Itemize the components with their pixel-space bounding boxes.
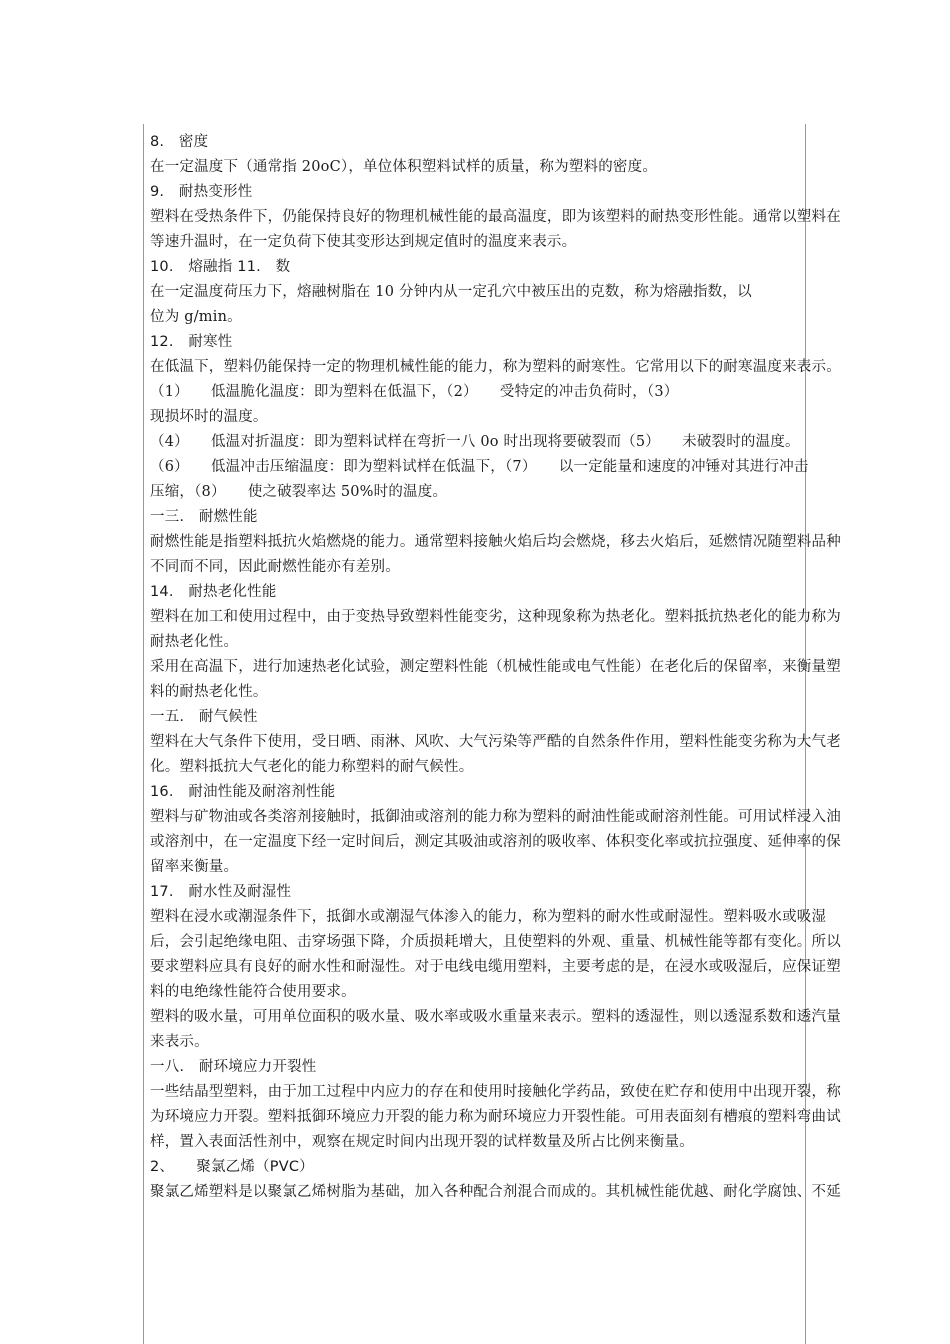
document-body xyxy=(150,130,942,1205)
section-heading: 一五. 耐气候性 xyxy=(150,709,258,725)
paragraph-line: 位为 g/min。 xyxy=(150,309,242,325)
section-heading: 16. 耐油性能及耐溶剂性能 xyxy=(150,784,336,800)
paragraph-line: 留率来衡量。 xyxy=(150,859,239,875)
section-heading: 一八. 耐环境应力开裂性 xyxy=(150,1059,317,1075)
paragraph-line: 为环境应力开裂。塑料抵御环境应力开裂的能力称为耐环境应力开裂性能。可用表面刻有槽痕的塑料弯曲试 xyxy=(150,1109,841,1125)
paragraph-line: 要求塑料应具有良好的耐水性和耐湿性。对于电线电缆用塑料，主要考虑的是，在浸水或吸湿后，应保证塑 xyxy=(150,959,841,975)
paragraph-line: 耐燃性能是指塑料抵抗火焰燃烧的能力。通常塑料接触火焰后均会燃烧，移去火焰后，延燃情况随塑料品种 xyxy=(150,534,841,550)
paragraph-line: 塑料在浸水或潮湿条件下，抵御水或潮湿气体渗入的能力，称为塑料的耐水性或耐湿性。塑料吸水或吸湿 xyxy=(150,909,827,925)
paragraph-line: （1） 低温脆化温度：即为塑料在低温下，（2） 受特定的冲击负荷时，（3） xyxy=(150,384,679,400)
paragraph-line: 后，会引起绝缘电阻、击穿场强下降，介质损耗增大，且使塑料的外观、重量、机械性能等都有变化。所以 xyxy=(150,934,841,950)
table-border-left xyxy=(143,124,144,1344)
paragraph-line: 在低温下，塑料仍能保持一定的物理机械性能的能力，称为塑料的耐寒性。它常用以下的耐寒温度来表示。 xyxy=(150,359,841,375)
paragraph-line: 塑料与矿物油或各类溶剂接触时，抵御油或溶剂的能力称为塑料的耐油性能或耐溶剂性能。可用试样浸入油 xyxy=(150,809,841,825)
paragraph-line: 塑料的吸水量，可用单位面积的吸水量、吸水率或吸水重量来表示。塑料的透湿性，则以透湿系数和透汽量 xyxy=(150,1009,841,1025)
paragraph-line: 耐热老化性。 xyxy=(150,634,239,650)
paragraph-line: 化。塑料抵抗大气老化的能力称塑料的耐气候性。 xyxy=(150,759,474,775)
section-heading: 一三. 耐燃性能 xyxy=(150,509,258,525)
section-heading: 2、 聚氯乙烯（PVC） xyxy=(150,1159,314,1175)
section-heading: 9. 耐热变形性 xyxy=(150,184,253,200)
paragraph-line: 在一定温度荷压力下，熔融树脂在 10 分钟内从一定孔穴中被压出的克数，称为熔融指数，以 xyxy=(150,284,752,300)
paragraph-line: 聚氯乙烯塑料是以聚氯乙烯树脂为基础，加入各种配合剂混合而成的。其机械性能优越、耐化学腐蚀、不延 xyxy=(150,1184,841,1200)
section-heading: 17. 耐水性及耐湿性 xyxy=(150,884,292,900)
paragraph-line: （4） 低温对折温度：即为塑料试样在弯折一八 0o 时出现将要破裂而（5） 未破裂时的温度。 xyxy=(150,434,800,450)
paragraph-line: 采用在高温下，进行加速热老化试验，测定塑料性能（机械性能或电气性能）在老化后的保留率，来衡量塑 xyxy=(150,659,841,675)
paragraph-line: 塑料在加工和使用过程中，由于变热导致塑料性能变劣，这种现象称为热老化。塑料抵抗热老化的能力称为 xyxy=(150,609,841,625)
section-heading: 14. 耐热老化性能 xyxy=(150,584,277,600)
paragraph-line: 料的电绝缘性能符合使用要求。 xyxy=(150,984,356,1000)
paragraph-line: 或溶剂中，在一定温度下经一定时间后，测定其吸油或溶剂的吸收率、体积变化率或抗拉强度、延伸率的保 xyxy=(150,834,841,850)
paragraph-line: 样，置入表面活性剂中，观察在规定时间内出现开裂的试样数量及所占比例来衡量。 xyxy=(150,1134,694,1150)
paragraph-line: 在一定温度下（通常指 20oC），单位体积塑料试样的质量，称为塑料的密度。 xyxy=(150,159,658,175)
paragraph-line: 塑料在受热条件下，仍能保持良好的物理机械性能的最高温度，即为该塑料的耐热变形性能。通常以塑料在 xyxy=(150,209,841,225)
section-heading: 8. 密度 xyxy=(150,134,209,150)
paragraph-line: 料的耐热老化性。 xyxy=(150,684,268,700)
paragraph-line: 塑料在大气条件下使用，受日晒、雨淋、风吹、大气污染等严酷的自然条件作用，塑料性能变劣称为大气老 xyxy=(150,734,841,750)
paragraph-line: 现损坏时的温度。 xyxy=(150,409,268,425)
paragraph-line: 一些结晶型塑料，由于加工过程中内应力的存在和使用时接触化学药品，致使在贮存和使用中出现开裂，称 xyxy=(150,1084,841,1100)
paragraph-line: 不同而不同，因此耐燃性能亦有差别。 xyxy=(150,559,400,575)
paragraph-line: 等速升温时，在一定负荷下使其变形达到规定值时的温度来表示。 xyxy=(150,234,577,250)
paragraph-line: 来表示。 xyxy=(150,1034,209,1050)
paragraph-line: 压缩，（8） 使之破裂率达 50%时的温度。 xyxy=(150,484,448,500)
paragraph-line: （6） 低温冲击压缩温度：即为塑料试样在低温下，（7） 以一定能量和速度的冲锤对其进行冲击 xyxy=(150,459,809,475)
section-heading: 10. 熔融指 11. 数 xyxy=(150,259,291,275)
section-heading: 12. 耐寒性 xyxy=(150,334,233,350)
